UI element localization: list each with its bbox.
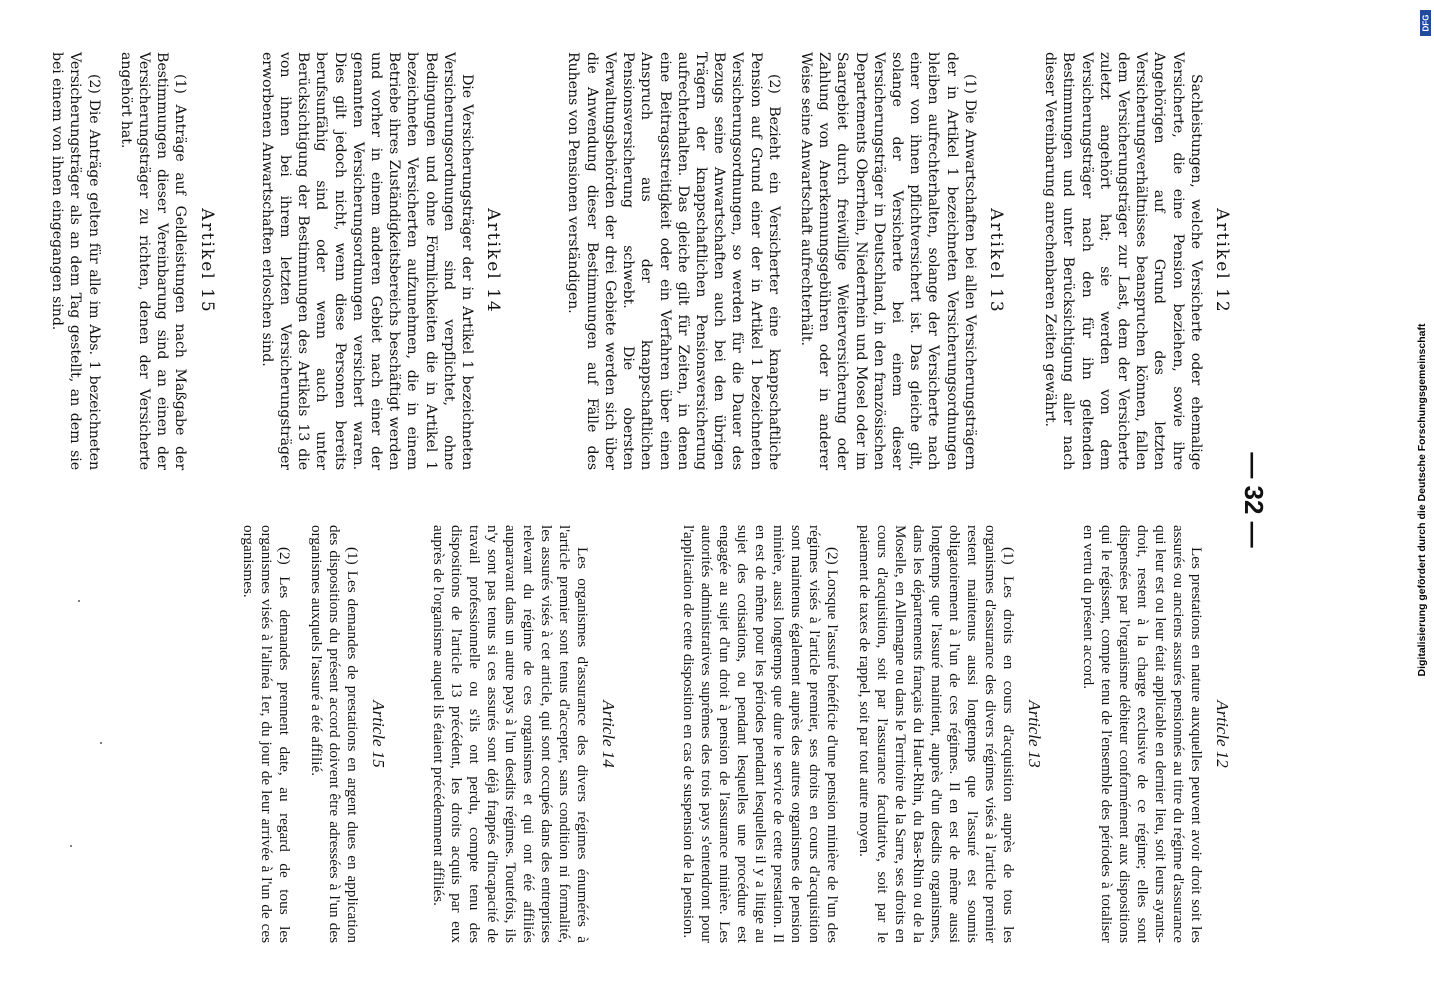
digitization-credit (1410, 0, 1434, 1000)
scan-speck (70, 845, 72, 847)
dfg-logo (1420, 10, 1431, 36)
article-heading: Artikel 15 (196, 208, 217, 314)
german-column (34, 52, 1231, 470)
article-heading: Artikel 13 (985, 208, 1006, 314)
article-heading: Article 13 (1025, 700, 1044, 768)
german-article-14 (258, 52, 503, 470)
article-heading: Article 14 (599, 700, 618, 768)
dfg-logo-text: DFG (1421, 14, 1430, 32)
article-paragraph: (1) Les droits en cours d'acquisition auprès de tous les organismes d'assurance des divers régimes visés à l'article premier restent maintenus aussi longtemps que l'assuré est soumis obligatoirement à l'un de ces régimes. Il en est de même aussi longtemps que l'assuré maintient, auprès d'un desdits organismes, dans les départements français du Haut-Rhin, du Bas-Rhin ou de la Moselle, en Allemagne ou dans le Territoire de la Sarre, ses droits en cours d'acquisition, soit par l'assurance facultative, soit par le paiement de taxes de rappel, soit par tout autre moyen. (856, 525, 1017, 943)
article-heading: Artikel 12 (1212, 208, 1232, 314)
page-number: — 32 — (1239, 452, 1269, 548)
german-article-13 (564, 52, 1005, 470)
scan-speck (100, 742, 102, 744)
article-paragraph: Sachleistungen, welche Versicherte oder ehemalige Versicherte, die eine Pension beziehen, sowie ihre Angehörigen auf Grund des letzten Versicherungsverhältnisses beanspruchen können, fallen dem Versicherungsträger zur Last, dem der Versicherte zuletzt angehört hat; sie werden von dem Versicherungsträger nach den für ihn geltenden Bestimmungen und unter Berücksichtigung aller nach dieser Vereinbarung anrechenbaren Zeiten gewährt. (1042, 52, 1204, 470)
article-paragraph: (2) Lorsque l'assuré bénéficie d'une pension minière de l'un des régimes visés à l'article premier, ses droits en cours d'acquisition sont maintenus également auprès des autres organismes de pension minière, aussi longtemps que dure le service de cette prestation. Il en est de même pour les périodes pendant lesquelles il y a litige au sujet des cotisations, ou pendant lesquelles une procédure est engagée au sujet d'un droit à pension de l'assurance minière. Les autorités administratives suprêmes des trois pays s'entendront pour l'application de cette disposition en cas de suspension de la pension. (680, 525, 841, 943)
article-heading: Artikel 14 (483, 208, 504, 314)
article-paragraph: (1) Die Anwartschaften bei allen Versicherungsträgern der in Artikel 1 bezeichneten Versicherungsordnungen bleiben aufrechterhalten, solange der Versicherte nach einer von ihnen pflichtversichert ist. Das gleiche gilt, solange der Versicherte bei einem dieser Versicherungsträger in Deutschland, in den französischen Departements Oberrhein, Niederrhein und Mosel oder im Saargebiet durch freiwillige Weiterversicherung oder Zahlung von Anerkennungsgebühren oder in anderer Weise seine Anwartschaft aufrechterhält. (797, 52, 978, 470)
scan-speck (78, 600, 80, 602)
french-article-13 (679, 525, 1043, 943)
article-heading: Article 15 (369, 700, 388, 768)
article-paragraph: (1) Anträge auf Geldleistungen nach Maßgabe der Bestimmungen dieser Vereinbarung sind an einen der Versicherungsträger zu richten, denen der Versicherte angehört hat. (117, 52, 189, 470)
article-paragraph: (1) Les demandes de prestations en argent dues en application des dispositions du présent accord doivent être adressées à l'un des organismes auxquels l'assuré a été affilié. (308, 525, 361, 943)
article-paragraph: Les organismes d'assurance des divers régimes énumérés à l'article premier sont tenus d'accepter, sans condition ni formalité, les assurés visés à cet article, qui sont occupés dans des entreprises relevant du régime de ces organismes et qui ont été affiliés auparavant dans un autre pays à l'un desdits régimes. Toutefois, ils n'y sont pas tenus si ces assurés sont déjà frappés d'incapacité de travail professionnelle ou s'ils ont perdu, compte tenu des dispositions de l'article 13 précédent, les droits acquis par eux auprès de l'organisme auquel ils étaient précédemment affiliés. (430, 525, 591, 943)
french-column (225, 525, 1231, 943)
article-paragraph: (2) Die Anträge gelten für alle im Abs. 1 bezeichneten Versicherungsträger als an dem Tag gestellt, an dem sie bei einem von ihnen eingegangen sind. (49, 52, 102, 470)
german-article-12 (1041, 52, 1231, 470)
digitization-note: Digitalisierung gefördert durch die Deutsche Forschungsgemeinschaft (1416, 323, 1428, 677)
article-paragraph: (2) Bezieht ein Versicherter eine knappschaftliche Pension auf Grund einer der in Artikel 1 bezeichneten Versicherungsordnungen, so werden für die Dauer des Bezugs seine Anwartschaften auch bei den übrigen Trägern der knappschaftlichen Pensionsversicherung aufrechterhalten. Das gleiche gilt für Zeiten, in denen eine Beitragsstreitigkeit oder ein Verfahren über einen Anspruch aus der knappschaftlichen Pensionsversicherung schwebt. Die obersten Verwaltungsbehörden der drei Gebiete werden sich über die Anwendung dieser Bestimmungen auf Fälle des Ruhens von Pensionen verständigen. (565, 52, 782, 470)
article-paragraph: Les prestations en nature auxquelles peuvent avoir droit soit les assurés ou anciens assurés pensionnés au titre du régime d'assurance qui leur est ou leur était applicable en dernier lieu, soit leurs ayants-droit, restent à la charge exclusive de ce régime; elles sont dispensées par l'organisme débiteur conformément aux dispositions qui le régissent, compte tenu de l'ensemble des périodes à totaliser en vertu du présent accord. (1080, 525, 1205, 943)
article-heading: Article 12 (1213, 700, 1232, 768)
french-article-15 (239, 525, 387, 943)
french-article-12 (1079, 525, 1231, 943)
german-article-15 (48, 52, 216, 470)
article-paragraph: Die Versicherungsträger der in Artikel 1 bezeichneten Versicherungsordnungen sind verpflichtet, ohne Bedingungen und ohne Förmlichkeiten die in Artikel 1 bezeichneten Versicherten aufzunehmen, die in einem Betriebe ihres Zuständigkeitsbereichs beschäftigt werden und vorher in einem anderen Gebiet nach einer der genannten Versicherungsordnungen versichert waren. Dies gilt jedoch nicht, wenn diese Personen bereits berufsunfähig sind oder wenn auch unter Berücksichtigung der Bestimmungen des Artikels 13 die von ihnen bei ihrem letzten Versicherungsträger erworbenen Anwartschaften erloschen sind. (258, 52, 476, 470)
french-article-14 (429, 525, 617, 943)
article-paragraph: (2) Les demandes prennent date, au regard de tous les organismes visés à l'alinéa 1er, du jour de leur arrivée à l'un de ces organismes. (240, 525, 293, 943)
document-page (49, 20, 1297, 980)
